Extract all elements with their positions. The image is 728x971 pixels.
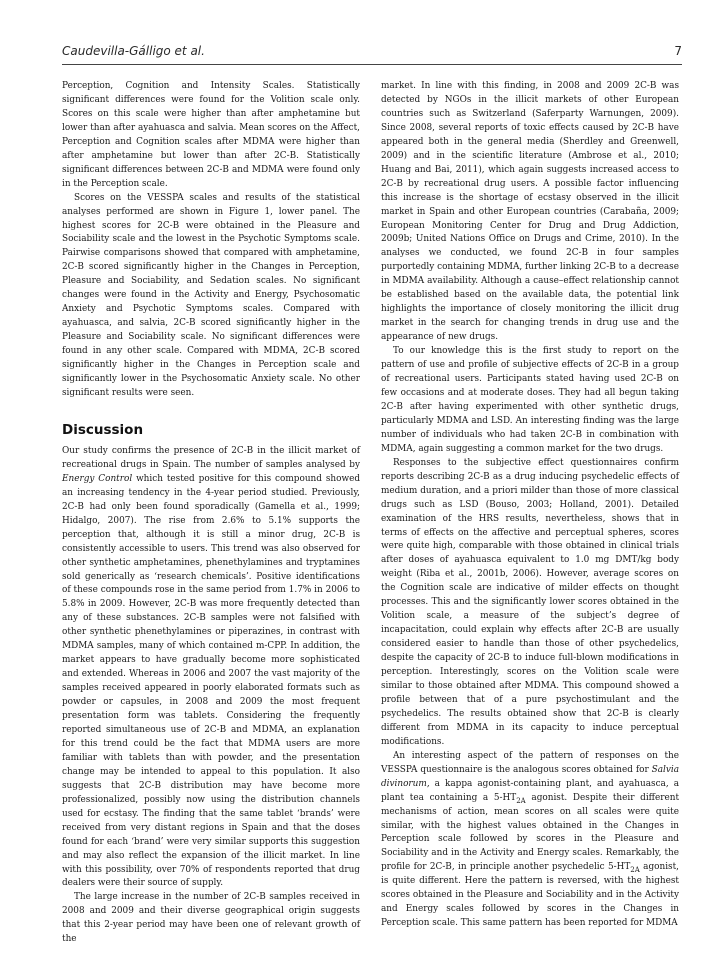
text-run: An interesting aspect of the pattern of responses on the VESSPA questionnaire is the analogous scores obtained for	[381, 750, 679, 775]
page-number: 7	[674, 44, 682, 58]
organization-name: Energy Control	[62, 473, 133, 484]
text-run: agonist, is quite different. Here the pattern is reversed, with the highest scores obtained in the Pleasure and Sociability and in the Activity and Energy scales followed by scores in the Changes in Perception scale. This same pattern has been reported for MDMA	[381, 862, 679, 929]
subscript: 2A	[516, 796, 526, 805]
paragraph: Perception, Cognition and Intensity Scales. Statistically significant differences were found for the Volition scale only. Scores on this scale were higher than after amphetamine but lower than after ayahuasca and salvia. Mean scores on the Affect, Perception and Cognition scales after MDMA were higher than after amphetamine but lower than after 2C-B. Statistically significant differences between 2C-B and MDMA were found only in the Perception scale.	[62, 81, 360, 189]
subscript: 2A	[630, 866, 640, 875]
text-run: Our study confirms the presence of 2C-B in the illicit market of recreational drugs in Spain. The number of samples analysed by	[62, 445, 360, 470]
running-title: Caudevilla-Gálligo et al.	[62, 44, 205, 58]
paragraph	[381, 750, 679, 931]
text-run: agonist. Despite their different mechanisms of action, mean scores on all scales were quite similar, with the highest values obtained in the Changes in Perception scale followed by scores in the Pleasure and Sociability and in the Activity and Energy scales. Remarkably, the profile for 2C-B, in principle another psychedelic 5-HT	[381, 792, 680, 873]
right-column	[381, 80, 679, 931]
running-header	[62, 44, 682, 58]
paragraph: Responses to the subjective effect questionnaires confirm reports describing 2C-B as a drug inducing psychedelic effects of medium duration, and a priori milder than those of more classical drugs such as LSD (Bouso, 2003; Holland, 2001). Detailed examination of the HRS results, nevertheless, shows that in terms of effects on the affective and perceptual spheres, scores were quite high, comparable with those obtained in clinical trials after doses of ayahuasca equivalent to 1.0 mg DMT/kg body weight (Riba et al., 2001b, 2006). However, average scores on the Cognition scale are indicative of milder effects on thought processes. This and the significantly lower scores obtained in the Volition scale, a measure of the subject’s degree of incapacitation, could explain why effects after 2C-B are usually considered easier to handle than those of other psychedelics, despite the capacity of 2C-B to induce full-blown modifications in perception. Interestingly, scores on the Volition scale were similar to those obtained after MDMA. This compound showed a profile between that of a pure psychostimulant and the psychedelics. The results obtained show that 2C-B is clearly different from MDMA in its capacity to induce perceptual modifications.	[381, 457, 679, 747]
header-rule	[62, 64, 682, 65]
paragraph	[62, 445, 360, 892]
section-heading: Discussion	[62, 421, 144, 438]
paragraph: To our knowledge this is the first study to report on the pattern of use and profile of subjective effects of 2C-B in a group of recreational users. Participants stated having used 2C-B on few occasions and at moderate doses. They had all begun taking 2C-B after having experimented with other synthetic drugs, particularly MDMA and LSD. An interesting finding was the large number of individuals who had taken 2C-B in combination with MDMA, again suggesting a common market for the two drugs.	[381, 346, 679, 454]
text-run: , a kappa agonist-containing plant, and ayahuasca, a plant tea containing a 5-HT	[381, 778, 679, 803]
left-column	[62, 80, 360, 947]
paragraph: market. In line with this finding, in 2008 and 2009 2C-B was detected by NGOs in the illicit markets of other European countries such as Switzerland (Saferparty Warnungen, 2009). Since 2008, several reports of toxic effects caused by 2C-B have appeared both in the general media (Sherdley and Greenwell, 2009) and in the scientific literature (Ambrose et al., 2010; Huang and Bai, 2011), which again suggests increased access to 2C-B by recreational drug users. A possible factor influencing this increase is the shortage of ecstasy observed in the illicit market in Spain and other European countries (Carabaña, 2009; European Monitoring Center for Drug and Drug Addiction, 2009b; United Nations Office on Drugs and Crime, 2010). In the analyses we conducted, we found 2C-B in four samples purportedly containing MDMA, further linking 2C-B to a decrease in MDMA availability. Although a cause–effect relationship cannot be established based on the available data, the potential link highlights the importance of closely monitoring the illicit drug market in the search for changing trends in drug use and the appearance of new drugs.	[381, 81, 679, 343]
paragraph: The large increase in the number of 2C-B samples received in 2008 and 2009 and their diverse geographical origin suggests that this 2-year period may have been one of relevant growth of the	[62, 892, 360, 945]
species-name: Salvia divinorum	[381, 764, 679, 789]
paragraph: Scores on the VESSPA scales and results of the statistical analyses performed are shown in Figure 1, lower panel. The highest scores for 2C-B were obtained in the Pleasure and Sociability scale and the lowest in the Psychotic Symptoms scale. Pairwise comparisons showed that compared with amphetamine, 2C-B scored significantly higher in the Changes in Perception, Pleasure and Sociability, and Sedation scales. No significant changes were found in the Activity and Energy, Psychosomatic Anxiety and Psychotic Symptoms scales. Compared with ayahuasca, and salvia, 2C-B scored significantly higher in the Pleasure and Sociability scale. No significant differences were found in any other scale. Compared with MDMA, 2C-B scored significantly higher in the Changes in Perception scale and significantly lower in the Psychosomatic Anxiety scale. No other significant results were seen.	[62, 192, 360, 398]
text-run: which tested positive for this compound showed an increasing tendency in the 4-year period studied. Previously, 2C-B had only been found sporadically (Gamella et al., 1999; Hidalgo, 2007). The rise from 2.6% to 5.1% supports the perception that, although it is still a minor drug, 2C-B is consistently accessible to users. This trend was also observed for other synthetic amphetamines, phenethylamines and tryptamines sold generically as ‘research chemicals’. Positive identifications of these compounds rose in the same period from 1.7% in 2006 to 5.8% in 2009. However, 2C-B was more frequently detected than any of these substances. 2C-B samples were not falsified with other synthetic phenethylamines or piperazines, in contrast with MDMA samples, many of which contained m-CPP. In addition, the market appears to have gradually become more sophisticated and extended. Whereas in 2006 and 2007 the vast majority of the samples received appeared in poorly elaborated formats such as powder or capsules, in 2008 and 2009 the most frequent presentation form was tablets. Considering the frequently reported simultaneous use of 2C-B and MDMA, an explanation for this trend could be the fact that MDMA users are more familiar with tablets than with powder, and the presentation change may be intended to appeal to this population. It also suggests that 2C-B distribution may have become more professionalized, possibly now using the distribution channels used for ecstasy. The finding that the same tablet ‘brands’ were received from very distant regions in Spain and that the doses found for each ‘brand’ were very similar supports this suggestion and may also reflect the expansion of the illicit market. In line with this possibility, over 70% of respondents reported that drug dealers were their source of supply.	[62, 473, 360, 889]
